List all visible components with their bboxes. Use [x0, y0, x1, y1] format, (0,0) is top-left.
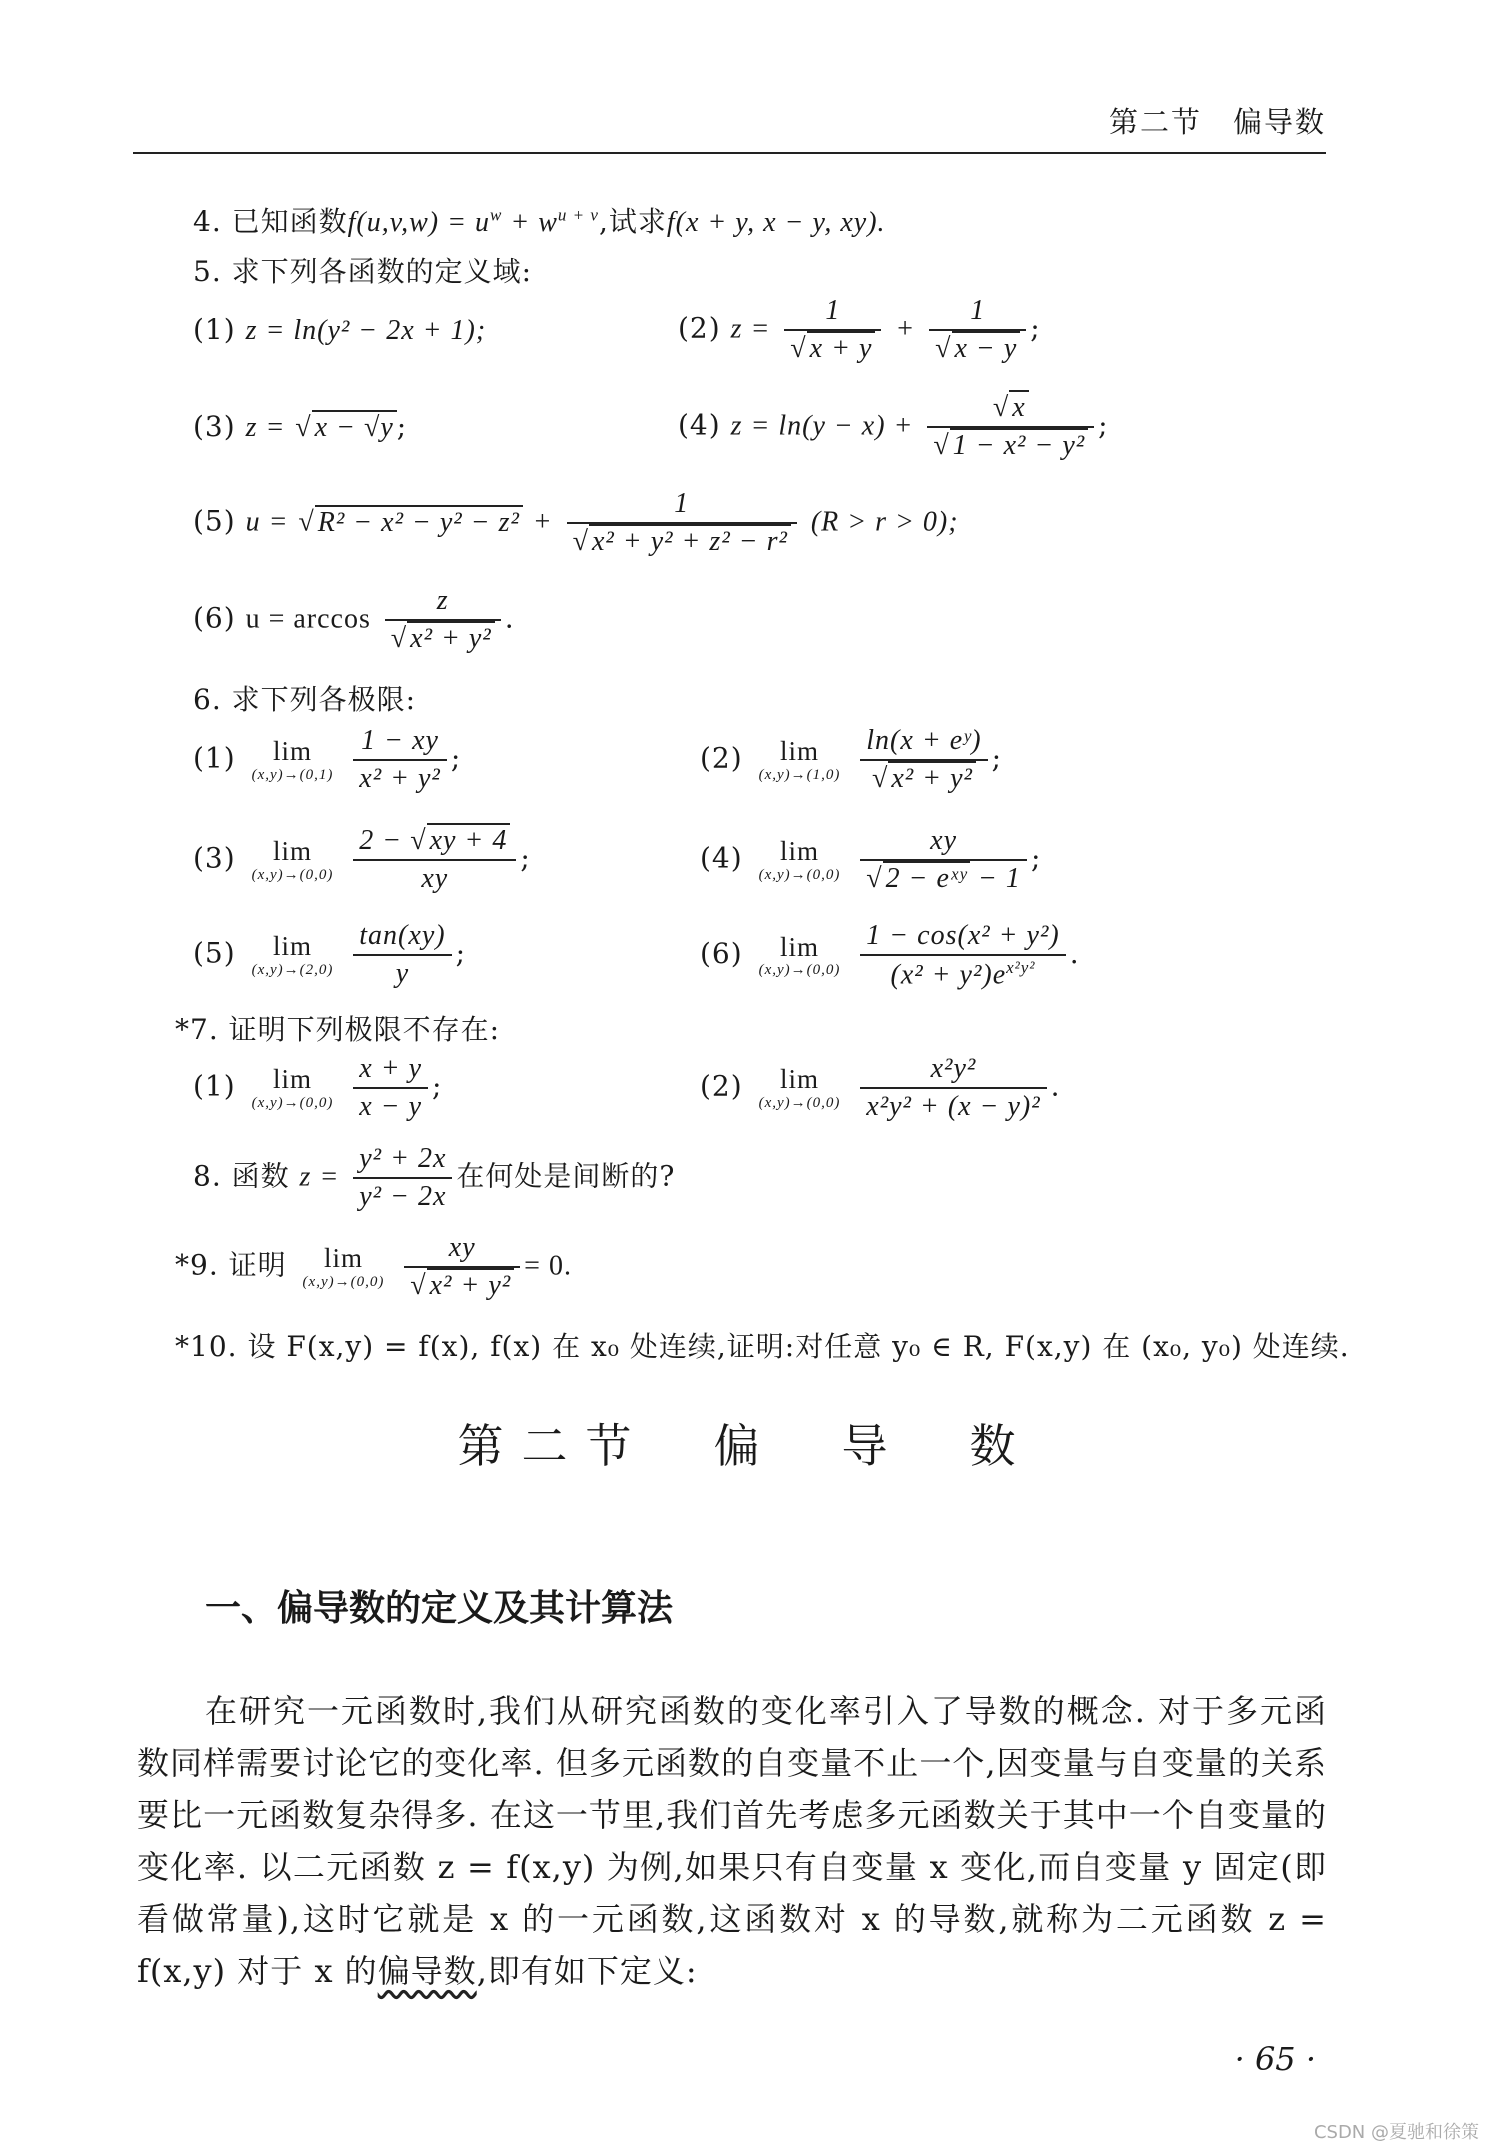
numerator: y² + 2x [353, 1143, 452, 1179]
item-label: (6) [193, 601, 236, 635]
ex6-item-3 [193, 825, 531, 895]
exercise-7 [175, 1008, 500, 1048]
numerator: 1 − cos(x² + y²) [860, 920, 1065, 956]
ex-text: 求下列各极限: [231, 683, 417, 716]
fraction: $\frac{xy}{\text{√ 2 − eˣʸ − 1}}$ [860, 825, 1027, 895]
item-end: ; [1030, 841, 1042, 875]
exercise-6 [193, 678, 416, 718]
lim-subscript: (x,y)→(1,0) [758, 766, 841, 783]
denominator: xy [421, 863, 449, 894]
fraction [353, 920, 451, 990]
ex-text: ,试求 [598, 205, 667, 238]
fraction: $\frac{√ x}{\text{√ 1 − x² − y²}}$ [927, 392, 1094, 462]
body-paragraph [137, 1685, 1327, 1997]
condition: (R > r > 0); [810, 506, 959, 538]
item-end: ; [1098, 408, 1109, 442]
ex5-item-4 [678, 392, 1109, 462]
item-label: (4) [700, 841, 743, 875]
item-end: ; [520, 841, 531, 875]
numerator: tan(xy) [353, 920, 451, 956]
ex-number: 5. [193, 255, 222, 288]
denominator: x − y [359, 1091, 423, 1122]
operator: + [895, 313, 916, 345]
item-label: (5) [193, 936, 236, 970]
item-lhs: u = arccos [245, 603, 371, 635]
ex-expr: f(u,v,w) = u [347, 207, 490, 238]
ex-text: 证明下列极限不存在: [228, 1013, 501, 1046]
item-end: . [1069, 937, 1080, 971]
lim-word: lim [323, 1242, 363, 1273]
ex6-item-1 [193, 725, 461, 795]
numerator: 1 − xy [353, 725, 447, 761]
ex-sup: u + v [557, 205, 599, 225]
denominator: 1 − x² − y² [950, 428, 1088, 461]
fraction: $\frac{1}{√ x + y}$ [784, 295, 881, 365]
fraction: $\frac{z}{\text{√ x² + y²}}$ [385, 585, 501, 655]
exercise-5 [193, 250, 532, 290]
item-label: (3) [193, 841, 236, 875]
lim-word: lim [272, 735, 312, 766]
lim-word: lim [779, 735, 819, 766]
fraction [860, 920, 1065, 991]
operator: + [532, 506, 553, 538]
item-label: (1) [193, 313, 236, 346]
lim-word: lim [272, 1063, 312, 1094]
item-rhs: = 0. [524, 1250, 572, 1282]
item-label: (4) [678, 408, 721, 442]
limit [759, 933, 841, 979]
numerator: x + y [353, 1053, 428, 1089]
item-end: ; [432, 1069, 443, 1103]
limit [759, 737, 841, 783]
fraction [353, 1053, 428, 1123]
denominator: x − y [952, 331, 1021, 364]
denominator-sup: x²y² [1006, 958, 1036, 977]
lim-subscript: (x,y)→(0,1) [251, 766, 334, 783]
limit [252, 932, 334, 978]
numerator: xy [860, 825, 1027, 861]
fraction [353, 725, 447, 795]
item-label: (1) [193, 741, 236, 775]
numerator: 1 [567, 488, 797, 524]
item-label: (6) [700, 937, 743, 971]
numerator-radicand: xy + 4 [427, 823, 511, 856]
radicand: R² − x² − y² − z² [315, 505, 523, 538]
lim-word: lim [779, 1063, 819, 1094]
denominator: (x² + y²)e [890, 959, 1007, 991]
denominator: x + y [807, 331, 876, 364]
ex-number: 8. [193, 1159, 222, 1193]
ex5-item-1 [193, 313, 486, 347]
lim-subscript: (x,y)→(0,0) [758, 866, 841, 883]
fraction [353, 1143, 452, 1213]
lim-word: lim [272, 835, 312, 866]
emphasized-term: 偏导数 [377, 1952, 477, 1990]
ex5-item-3: (3) z = √ x − √y ; [193, 410, 408, 443]
item-lhs: z = ln(y − x) + [730, 410, 914, 442]
lim-subscript: (x,y)→(0,0) [251, 1094, 334, 1111]
limit [759, 1065, 841, 1111]
numerator: 2 − [359, 825, 403, 856]
limit [303, 1244, 385, 1290]
item-end: ; [1030, 311, 1041, 345]
paragraph-text: ,即有如下定义: [476, 1952, 698, 1990]
fraction: $\frac{1}{√ x - y}$ [929, 295, 1026, 365]
section-title: 第二节 偏 导 数 [457, 1419, 1034, 1473]
ex-number: *7. [175, 1013, 219, 1046]
ex-number: *10. [175, 1330, 238, 1363]
ex5-item-2 [678, 295, 1041, 365]
item-label: (2) [700, 741, 743, 775]
item-lhs: z = [245, 412, 286, 443]
ex6-item-2 [700, 725, 1002, 795]
denominator: x² + y² [888, 761, 976, 794]
fraction: $\frac{2 - √ xy + 4}{xy}$ [353, 825, 516, 895]
lim-subscript: (x,y)→(0,0) [302, 1273, 385, 1290]
fraction: $\frac{xy}{\text{√ x² + y²}}$ [404, 1232, 520, 1302]
ex-text: 设 F(x,y) = f(x), f(x) 在 x₀ 处连续,证明:对任意 y₀ ∈ R, F(x,y) 在 (x₀, y₀) 处连续. [247, 1330, 1350, 1363]
item-expr: z = ln(y² − 2x + 1); [245, 315, 487, 346]
denominator: y² − 2x [359, 1181, 447, 1212]
denominator: x² + y² [407, 621, 495, 654]
limit [252, 837, 334, 883]
ex5-item-6 [193, 585, 515, 655]
item-end: ; [455, 936, 467, 970]
paragraph-text: 在研究一元函数时,我们从研究函数的变化率引入了导数的概念. 对于多元函数同样需要讨论它的变化率. 但多元函数的自变量不止一个,因变量与自变量的关系要比一元函数复杂得多. 在这一节里,我们首先考虑多元函数关于其中一个自变量的变化率. 以二元函数 z = f(x,y) 为例,如果只有自变量 x 变化,而自变量 y 固定(即看做常量),这时它就是 x 的一元函数,这函数对 x 的导数,就称为二元函数 z = f(x,y) 对于 x 的 [137, 1692, 1327, 1990]
limit [252, 1065, 334, 1111]
fraction: $\frac{\text{ln(x + eʸ)}}{\text{√ x² + y²}}$ [860, 725, 987, 795]
denominator-radicand: 2 − eˣʸ [883, 861, 970, 894]
lim-subscript: (x,y)→(2,0) [251, 961, 334, 978]
ex-sup: w [490, 205, 503, 225]
ex5-item-5: (5) u = √ R² − x² − y² − z² + $\frac{1}{\text{√ x² + y² + z² − r²}}$ (R > r > 0); [193, 488, 959, 557]
ex-number: 6. [193, 683, 222, 716]
denominator: x² + y² [427, 1268, 515, 1301]
denominator: x²y² + (x − y)² [866, 1091, 1041, 1122]
ex-text: 求下列各函数的定义域: [231, 255, 533, 288]
lim-subscript: (x,y)→(0,0) [758, 962, 841, 979]
item-label: (2) [678, 311, 721, 345]
denominator: − 1 [978, 863, 1021, 894]
fraction [860, 1053, 1046, 1123]
numerator: ln(x + eʸ) [860, 725, 987, 761]
exercise-8 [193, 1143, 675, 1213]
item-label: (5) [193, 504, 236, 538]
lim-word: lim [272, 930, 312, 961]
numerator: 1 [929, 295, 1026, 331]
numerator: x [1009, 390, 1028, 423]
numerator: 1 [784, 295, 881, 331]
page-number: · 65 · [1234, 2040, 1316, 2078]
ex7-item-2 [700, 1053, 1061, 1123]
denominator: x² + y² + z² − r² [589, 524, 791, 557]
watermark: CSDN @夏驰和徐策 [1313, 2122, 1479, 2143]
ex7-item-1 [193, 1053, 442, 1123]
ex-text: 函数 [231, 1159, 290, 1193]
exercise-9 [175, 1232, 572, 1302]
item-label: (3) [193, 410, 236, 443]
item-end: . [504, 601, 515, 635]
ex-text: 证明 [228, 1248, 287, 1282]
item-label: (2) [700, 1069, 743, 1103]
item-end: . [1050, 1069, 1061, 1103]
ex-expr: + w [502, 207, 558, 238]
radicand: x − √y [312, 410, 397, 443]
ex6-item-4 [700, 825, 1041, 895]
ex-number: *9. [175, 1248, 219, 1282]
lim-subscript: (x,y)→(0,0) [251, 866, 334, 883]
limit [759, 837, 841, 883]
subsection-heading: 一、偏导数的定义及其计算法 [205, 1588, 674, 1629]
lim-word: lim [779, 931, 819, 962]
item-label: (1) [193, 1069, 236, 1103]
header-rule [133, 152, 1326, 154]
running-head: 第二节 偏导数 [1108, 105, 1326, 139]
ex-number: 4. [193, 205, 222, 238]
item-end: ; [450, 741, 462, 775]
item-end: ; [991, 741, 1003, 775]
item-lhs: z = [730, 313, 771, 345]
exercise-10 [175, 1325, 1350, 1365]
denominator: y [395, 958, 410, 989]
ex-text: 已知函数 [231, 205, 348, 238]
item-lhs: u = [245, 506, 289, 538]
numerator: x²y² [860, 1053, 1046, 1089]
lim-word: lim [779, 835, 819, 866]
item-lhs: z = [299, 1161, 340, 1193]
denominator: x² + y² [359, 763, 441, 794]
ex6-item-6 [700, 920, 1080, 991]
exercise-4 [193, 200, 886, 240]
lim-subscript: (x,y)→(0,0) [758, 1094, 841, 1111]
ex-text: 在何处是间断的? [456, 1159, 676, 1193]
limit [252, 737, 334, 783]
ex-expr: f(x + y, x − y, xy). [666, 207, 886, 238]
item-end: ; [396, 410, 408, 443]
numerator: xy [404, 1232, 520, 1268]
fraction: $\frac{1}{\text{√ x² + y² + z² − r²}}$ [567, 488, 797, 558]
ex6-item-5 [193, 920, 466, 990]
numerator: z [385, 585, 501, 621]
